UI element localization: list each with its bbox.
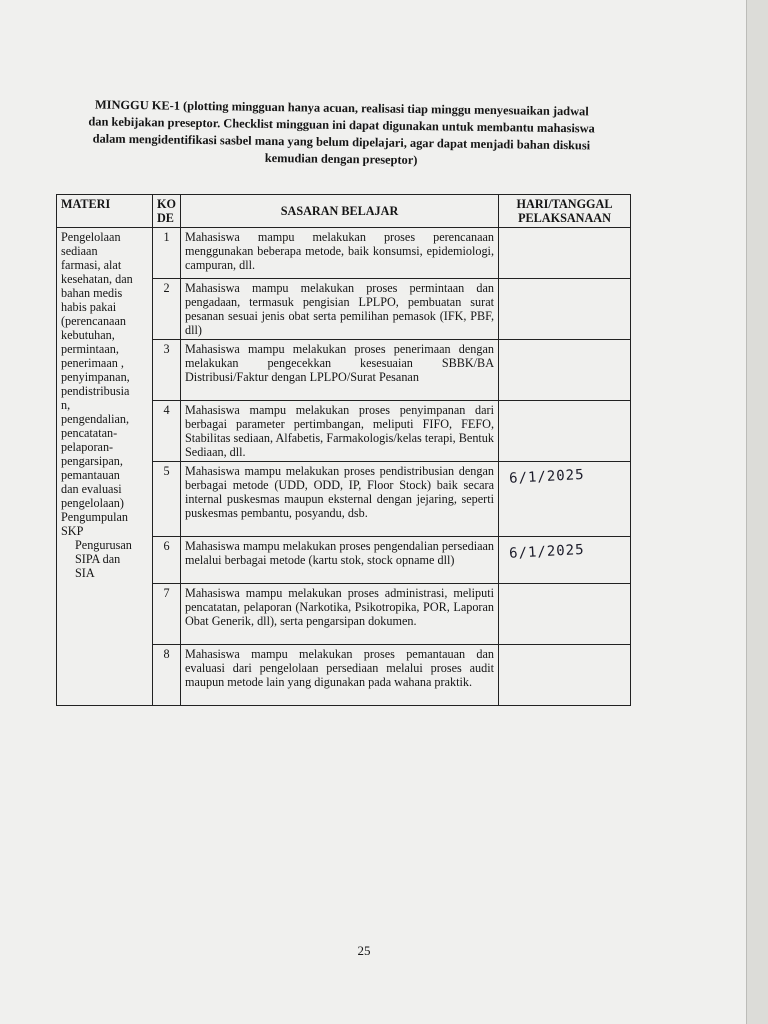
materi-line: SKP <box>61 524 84 538</box>
tanggal-cell[interactable] <box>499 537 631 584</box>
materi-line: kesehatan, dan <box>61 272 133 286</box>
materi-line: sediaan <box>61 244 98 258</box>
kode-cell: 4 <box>153 401 181 462</box>
handwritten-date <box>503 347 509 353</box>
materi-line: Pengurusan <box>75 538 132 552</box>
materi-line: penerimaan , <box>61 356 124 370</box>
materi-line: bahan medis <box>61 286 123 300</box>
materi-line: permintaan, <box>61 342 119 356</box>
materi-line: habis pakai <box>61 300 117 314</box>
materi-line: farmasi, alat <box>61 258 122 272</box>
handwritten-date <box>503 235 509 241</box>
sasaran-cell: Mahasiswa mampu melakukan proses perencanaan menggunakan beberapa metode, baik konsumsi, epidemiologi, campuran, dll. <box>181 228 499 279</box>
materi-line: (perencanaan <box>61 314 126 328</box>
tanggal-cell[interactable] <box>499 228 631 279</box>
kode-cell: 7 <box>153 584 181 645</box>
sasaran-cell: Mahasiswa mampu melakukan proses penerimaan dengan melakukan pengecekkan kesesuaian SBBK/BA Distribusi/Faktur dengan LPLPO/Surat Pesanan <box>181 340 499 401</box>
tanggal-cell[interactable] <box>499 340 631 401</box>
sasaran-cell: Mahasiswa mampu melakukan proses pemantauan dan evaluasi dari pengelolaan persediaan melalui proses audit maupun metode lain yang digunakan pada wahana praktik. <box>181 645 499 706</box>
kode-cell: 6 <box>153 537 181 584</box>
handwritten-date: 6/1/2025 <box>508 541 585 562</box>
materi-line: Pengumpulan <box>61 510 129 524</box>
table-row <box>57 228 631 279</box>
materi-line: kebutuhan, <box>61 328 115 342</box>
column-header-sasaran: SASARAN BELAJAR <box>181 195 499 228</box>
materi-line: pengelolaan) <box>61 496 124 510</box>
materi-line: pendistribusia <box>61 384 130 398</box>
materi-line: pemantauan <box>61 468 120 482</box>
kode-cell: 5 <box>153 462 181 537</box>
tanggal-cell[interactable] <box>499 401 631 462</box>
header-line: dan kebijakan preseptor. Checklist mingguan ini dapat digunakan untuk membantu mahasiswa <box>88 114 595 136</box>
header-line: MINGGU KE-1 (plotting mingguan hanya acuan, realisasi tiap minggu menyesuaikan jadwal <box>94 97 589 119</box>
handwritten-date <box>503 286 509 292</box>
header-line: kemudian dengan preseptor) <box>264 150 418 168</box>
kode-cell: 2 <box>153 279 181 340</box>
sasaran-cell: Mahasiswa mampu melakukan proses penyimpanan dari berbagai parameter pertimbangan, meliputi FIFO, FEFO, Stabilitas sediaan, Alfabetis, Farmakologis/kelas terapi, Bentuk Sediaan, dll. <box>181 401 499 462</box>
table-header-row <box>57 195 631 228</box>
materi-line: SIPA dan <box>75 552 121 566</box>
tanggal-cell[interactable] <box>499 279 631 340</box>
tanggal-cell[interactable] <box>499 584 631 645</box>
page-edge <box>746 0 768 1024</box>
materi-line: pengendalian, <box>61 412 130 426</box>
materi-line: dan evaluasi <box>61 482 122 496</box>
column-header-tanggal: HARI/TANGGAL PELAKSANAAN <box>499 195 631 228</box>
header-line: dalam mengidentifikasi sasbel mana yang belum dipelajari, agar dapat menjadi bahan diskusi <box>92 131 591 153</box>
materi-line: n, <box>61 398 71 412</box>
materi-cell <box>57 228 153 706</box>
handwritten-date <box>503 408 509 414</box>
column-header-materi: MATERI <box>57 195 153 228</box>
sasaran-cell: Mahasiswa mampu melakukan proses permintaan dan pengadaan, termasuk pengisian LPLPO, pembuatan surat pesanan sesuai jenis obat serta pemilihan pemasok (IFK, PBF, dll) <box>181 279 499 340</box>
materi-line: pelaporan- <box>61 440 114 454</box>
kode-cell: 1 <box>153 228 181 279</box>
materi-line: penyimpanan, <box>61 370 130 384</box>
tanggal-cell[interactable] <box>499 645 631 706</box>
handwritten-date: 6/1/2025 <box>508 466 585 487</box>
checklist-table <box>56 194 631 706</box>
sasaran-cell: Mahasiswa mampu melakukan proses administrasi, meliputi pencatatan, pelaporan (Narkotika, Psikotropika, POR, Laporan Obat Generik, dll), serta pengarsipan dokumen. <box>181 584 499 645</box>
materi-line: SIA <box>75 566 95 580</box>
tanggal-cell[interactable] <box>499 462 631 537</box>
materi-line: pencatatan- <box>61 426 118 440</box>
handwritten-date <box>503 591 509 597</box>
sasaran-cell: Mahasiswa mampu melakukan proses pengendalian persediaan melalui berbagai metode (kartu stok, stock opname dll) <box>181 537 499 584</box>
sasaran-cell: Mahasiswa mampu melakukan proses pendistribusian dengan berbagai metode (UDD, ODD, IP, Floor Stock) baik secara internal puskesmas maupun eksternal dengan jejaring, seperti puskesmas pembantu, posyandu, dsb. <box>181 462 499 537</box>
header-instructions <box>57 96 626 172</box>
materi-line: pengarsipan, <box>61 454 123 468</box>
page-number: 25 <box>357 943 371 958</box>
handwritten-date <box>503 652 509 658</box>
kode-cell: 3 <box>153 340 181 401</box>
materi-line: Pengelolaan <box>61 230 121 244</box>
column-header-kode: KODE <box>153 195 181 228</box>
kode-cell: 8 <box>153 645 181 706</box>
